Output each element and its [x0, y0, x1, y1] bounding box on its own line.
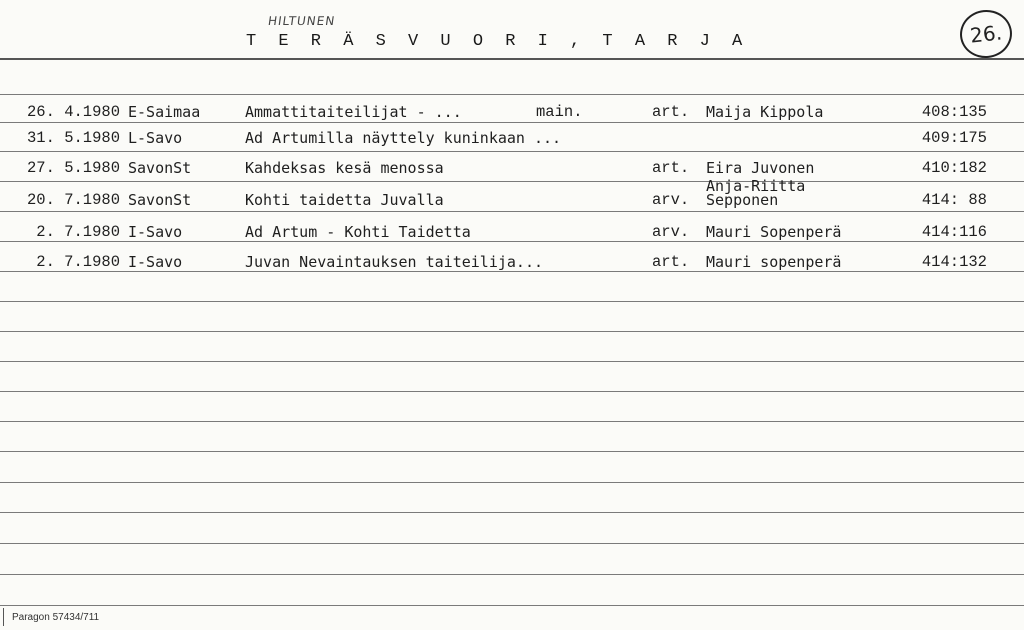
- handwritten-note: HILTUNEN: [267, 14, 337, 28]
- entry-date: 2. 7.1980: [36, 223, 120, 241]
- entry-author: Mauri Sopenperä: [706, 223, 842, 241]
- entry-title: Ammattitaiteilijat - ...: [245, 103, 462, 121]
- entry-title: Kahdeksas kesä menossa: [245, 159, 444, 177]
- card-number: 26.: [958, 7, 1015, 60]
- entry-type: art.: [652, 159, 690, 177]
- ruled-line: [0, 543, 1024, 544]
- entry-date: 2. 7.1980: [36, 253, 120, 271]
- entry-row: [0, 177, 1024, 221]
- ruled-line: [0, 421, 1024, 422]
- entry-reference: 408:135: [921, 103, 987, 121]
- entry-reference: 414:116: [921, 223, 987, 241]
- ruled-line: [0, 574, 1024, 575]
- entry-type: art.: [652, 253, 690, 271]
- footer-margin-mark: [3, 608, 4, 626]
- entry-type: arv.: [652, 191, 690, 209]
- entry-author: Mauri sopenperä: [706, 253, 842, 271]
- entry-note: main.: [536, 103, 583, 121]
- entry-row: [0, 253, 1024, 283]
- entry-row: [0, 159, 1024, 189]
- entry-author: Maija Kippola: [706, 103, 824, 121]
- entry-reference: 414:132: [921, 253, 987, 271]
- entry-author: Eira Juvonen: [706, 159, 815, 177]
- entry-paper: E-Saimaa: [128, 103, 201, 121]
- entry-date: 26. 4.1980: [26, 103, 120, 121]
- entry-author: [706, 179, 805, 207]
- entry-paper: SavonSt: [128, 159, 192, 177]
- ruled-line: [0, 482, 1024, 483]
- ruled-line: [0, 301, 1024, 302]
- entry-title: Ad Artumilla näyttely kuninkaan ...: [245, 129, 562, 147]
- entry-reference: 409:175: [921, 129, 987, 147]
- card-title: T E R Ä S V U O R I , T A R J A: [246, 32, 749, 51]
- entry-title: Ad Artum - Kohti Taidetta: [245, 223, 471, 241]
- ruled-line: [0, 361, 1024, 362]
- ruled-line: [0, 391, 1024, 392]
- ruled-line: [0, 512, 1024, 513]
- entry-author-last-name: Sepponen: [706, 191, 779, 209]
- header-rule: [0, 58, 1024, 60]
- entry-date: 27. 5.1980: [26, 159, 120, 177]
- entry-paper: I-Savo: [128, 253, 183, 271]
- entry-paper: SavonSt: [128, 191, 192, 209]
- entry-row: [0, 129, 1024, 159]
- entry-author-first-name: Anja-Riitta: [706, 177, 806, 195]
- entry-reference: 414: 88: [921, 191, 987, 209]
- entry-title: Juvan Nevaintauksen taiteilija...: [245, 253, 544, 271]
- entry-type: arv.: [652, 223, 690, 241]
- printer-imprint: Paragon 57434/711: [12, 612, 100, 623]
- entry-title: Kohti taidetta Juvalla: [245, 191, 444, 209]
- entry-date: 31. 5.1980: [26, 129, 120, 147]
- entry-row: [0, 223, 1024, 253]
- entry-date: 20. 7.1980: [26, 191, 120, 209]
- entry-reference: 410:182: [921, 159, 987, 177]
- entry-type: art.: [652, 103, 690, 121]
- ruled-line: [0, 94, 1024, 95]
- entry-paper: I-Savo: [128, 223, 183, 241]
- ruled-line: [0, 451, 1024, 452]
- entry-paper: L-Savo: [128, 129, 183, 147]
- ruled-line: [0, 605, 1024, 606]
- ruled-line: [0, 331, 1024, 332]
